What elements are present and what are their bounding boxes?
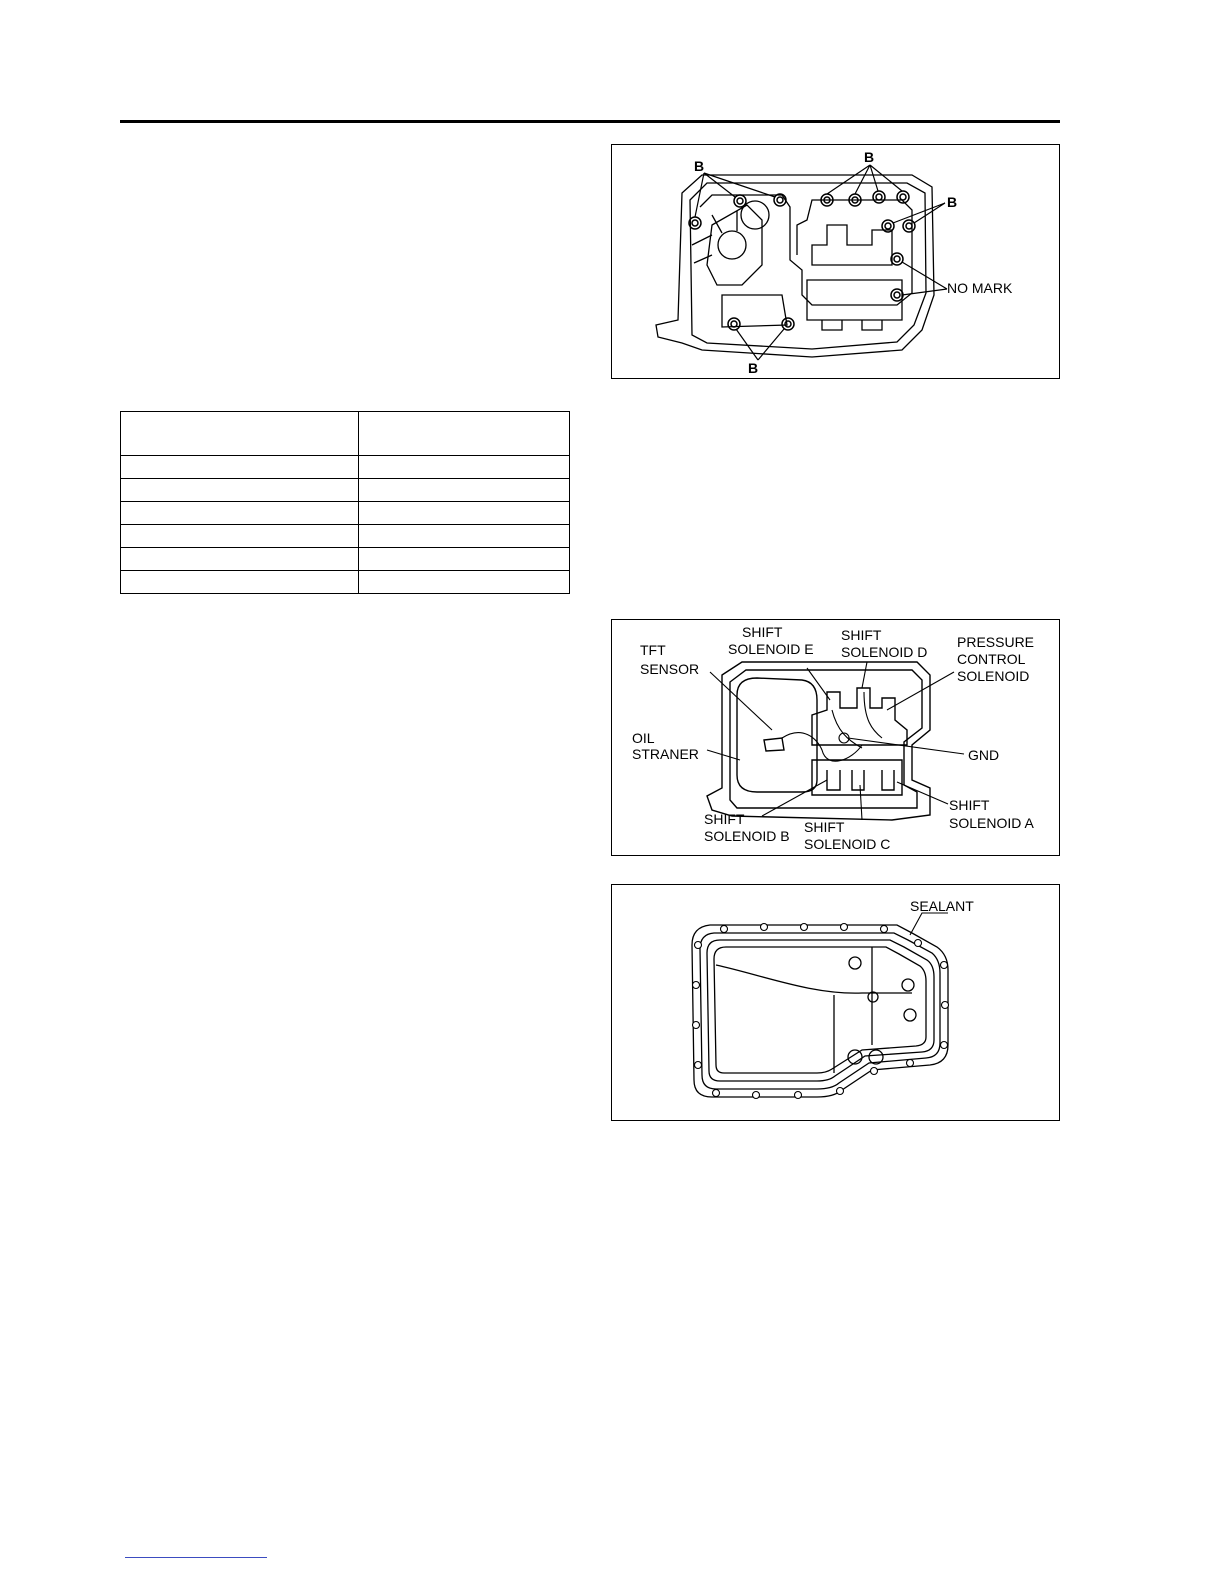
fig2-label-sensor: SENSOR — [640, 661, 700, 677]
table-cell — [121, 571, 359, 594]
fig2-label-solenoid-c: SOLENOID C — [804, 836, 891, 852]
fig2-label-shift-b: SHIFT — [704, 811, 745, 827]
table-cell — [121, 479, 359, 502]
fig2-label-shift-a: SHIFT — [949, 797, 990, 813]
fig2-label-solenoid-pc: SOLENOID — [957, 668, 1030, 684]
table-cell — [359, 502, 570, 525]
footer-link-underline[interactable] — [125, 1557, 267, 1558]
spec-table — [120, 411, 570, 594]
fig2-label-tft: TFT — [640, 642, 666, 658]
table-row — [121, 502, 570, 525]
valve-body-bolt-figure — [611, 144, 1060, 379]
table-row — [121, 548, 570, 571]
fig2-label-shift-d: SHIFT — [841, 627, 882, 643]
valve-body-drawing — [612, 145, 1061, 380]
table-cell — [359, 456, 570, 479]
fig1-label-b-right: B — [947, 194, 958, 210]
table-cell — [121, 502, 359, 525]
table-cell — [359, 479, 570, 502]
fig2-label-oil: OIL — [632, 730, 655, 746]
fig1-label-b-top: B — [864, 149, 875, 165]
sealant-leader-line — [910, 913, 948, 935]
oil-pan-drawing — [612, 885, 1061, 1122]
fig2-label-solenoid-a: SOLENOID A — [949, 815, 1034, 831]
table-row — [121, 525, 570, 548]
leader-lines — [695, 165, 947, 360]
table-row — [121, 456, 570, 479]
table-header-cell — [359, 412, 570, 456]
bolt-markers — [689, 191, 915, 330]
fig2-label-gnd: GND — [968, 747, 1000, 763]
fig2-label-solenoid-b: SOLENOID B — [704, 828, 790, 844]
fig3-label-sealant: SEALANT — [910, 898, 974, 914]
solenoid-layout-figure — [611, 619, 1060, 856]
header-rule — [120, 120, 1060, 123]
oil-pan-sealant-figure — [611, 884, 1060, 1121]
fig2-label-solenoid-d: SOLENOID D — [841, 644, 928, 660]
table-row — [121, 571, 570, 594]
fig1-label-no-mark: NO MARK — [947, 280, 1013, 296]
table-cell — [359, 525, 570, 548]
table-cell — [359, 548, 570, 571]
table-header-row — [121, 412, 570, 456]
fig2-label-solenoid-e: SOLENOID E — [728, 641, 814, 657]
table-row — [121, 479, 570, 502]
table-cell — [121, 548, 359, 571]
fig1-label-b-bottom: B — [748, 360, 759, 376]
leader-lines — [707, 662, 964, 820]
fig2-label-straner: STRANER — [632, 746, 699, 762]
fig2-label-shift-e: SHIFT — [742, 624, 783, 640]
table-cell — [121, 525, 359, 548]
table-cell — [121, 456, 359, 479]
fig2-label-shift-c: SHIFT — [804, 819, 845, 835]
table-cell — [359, 571, 570, 594]
fig1-label-b-left: B — [694, 158, 705, 174]
fig2-label-pressure: PRESSURE — [957, 634, 1035, 650]
fig2-label-control: CONTROL — [957, 651, 1026, 667]
table-header-cell — [121, 412, 359, 456]
